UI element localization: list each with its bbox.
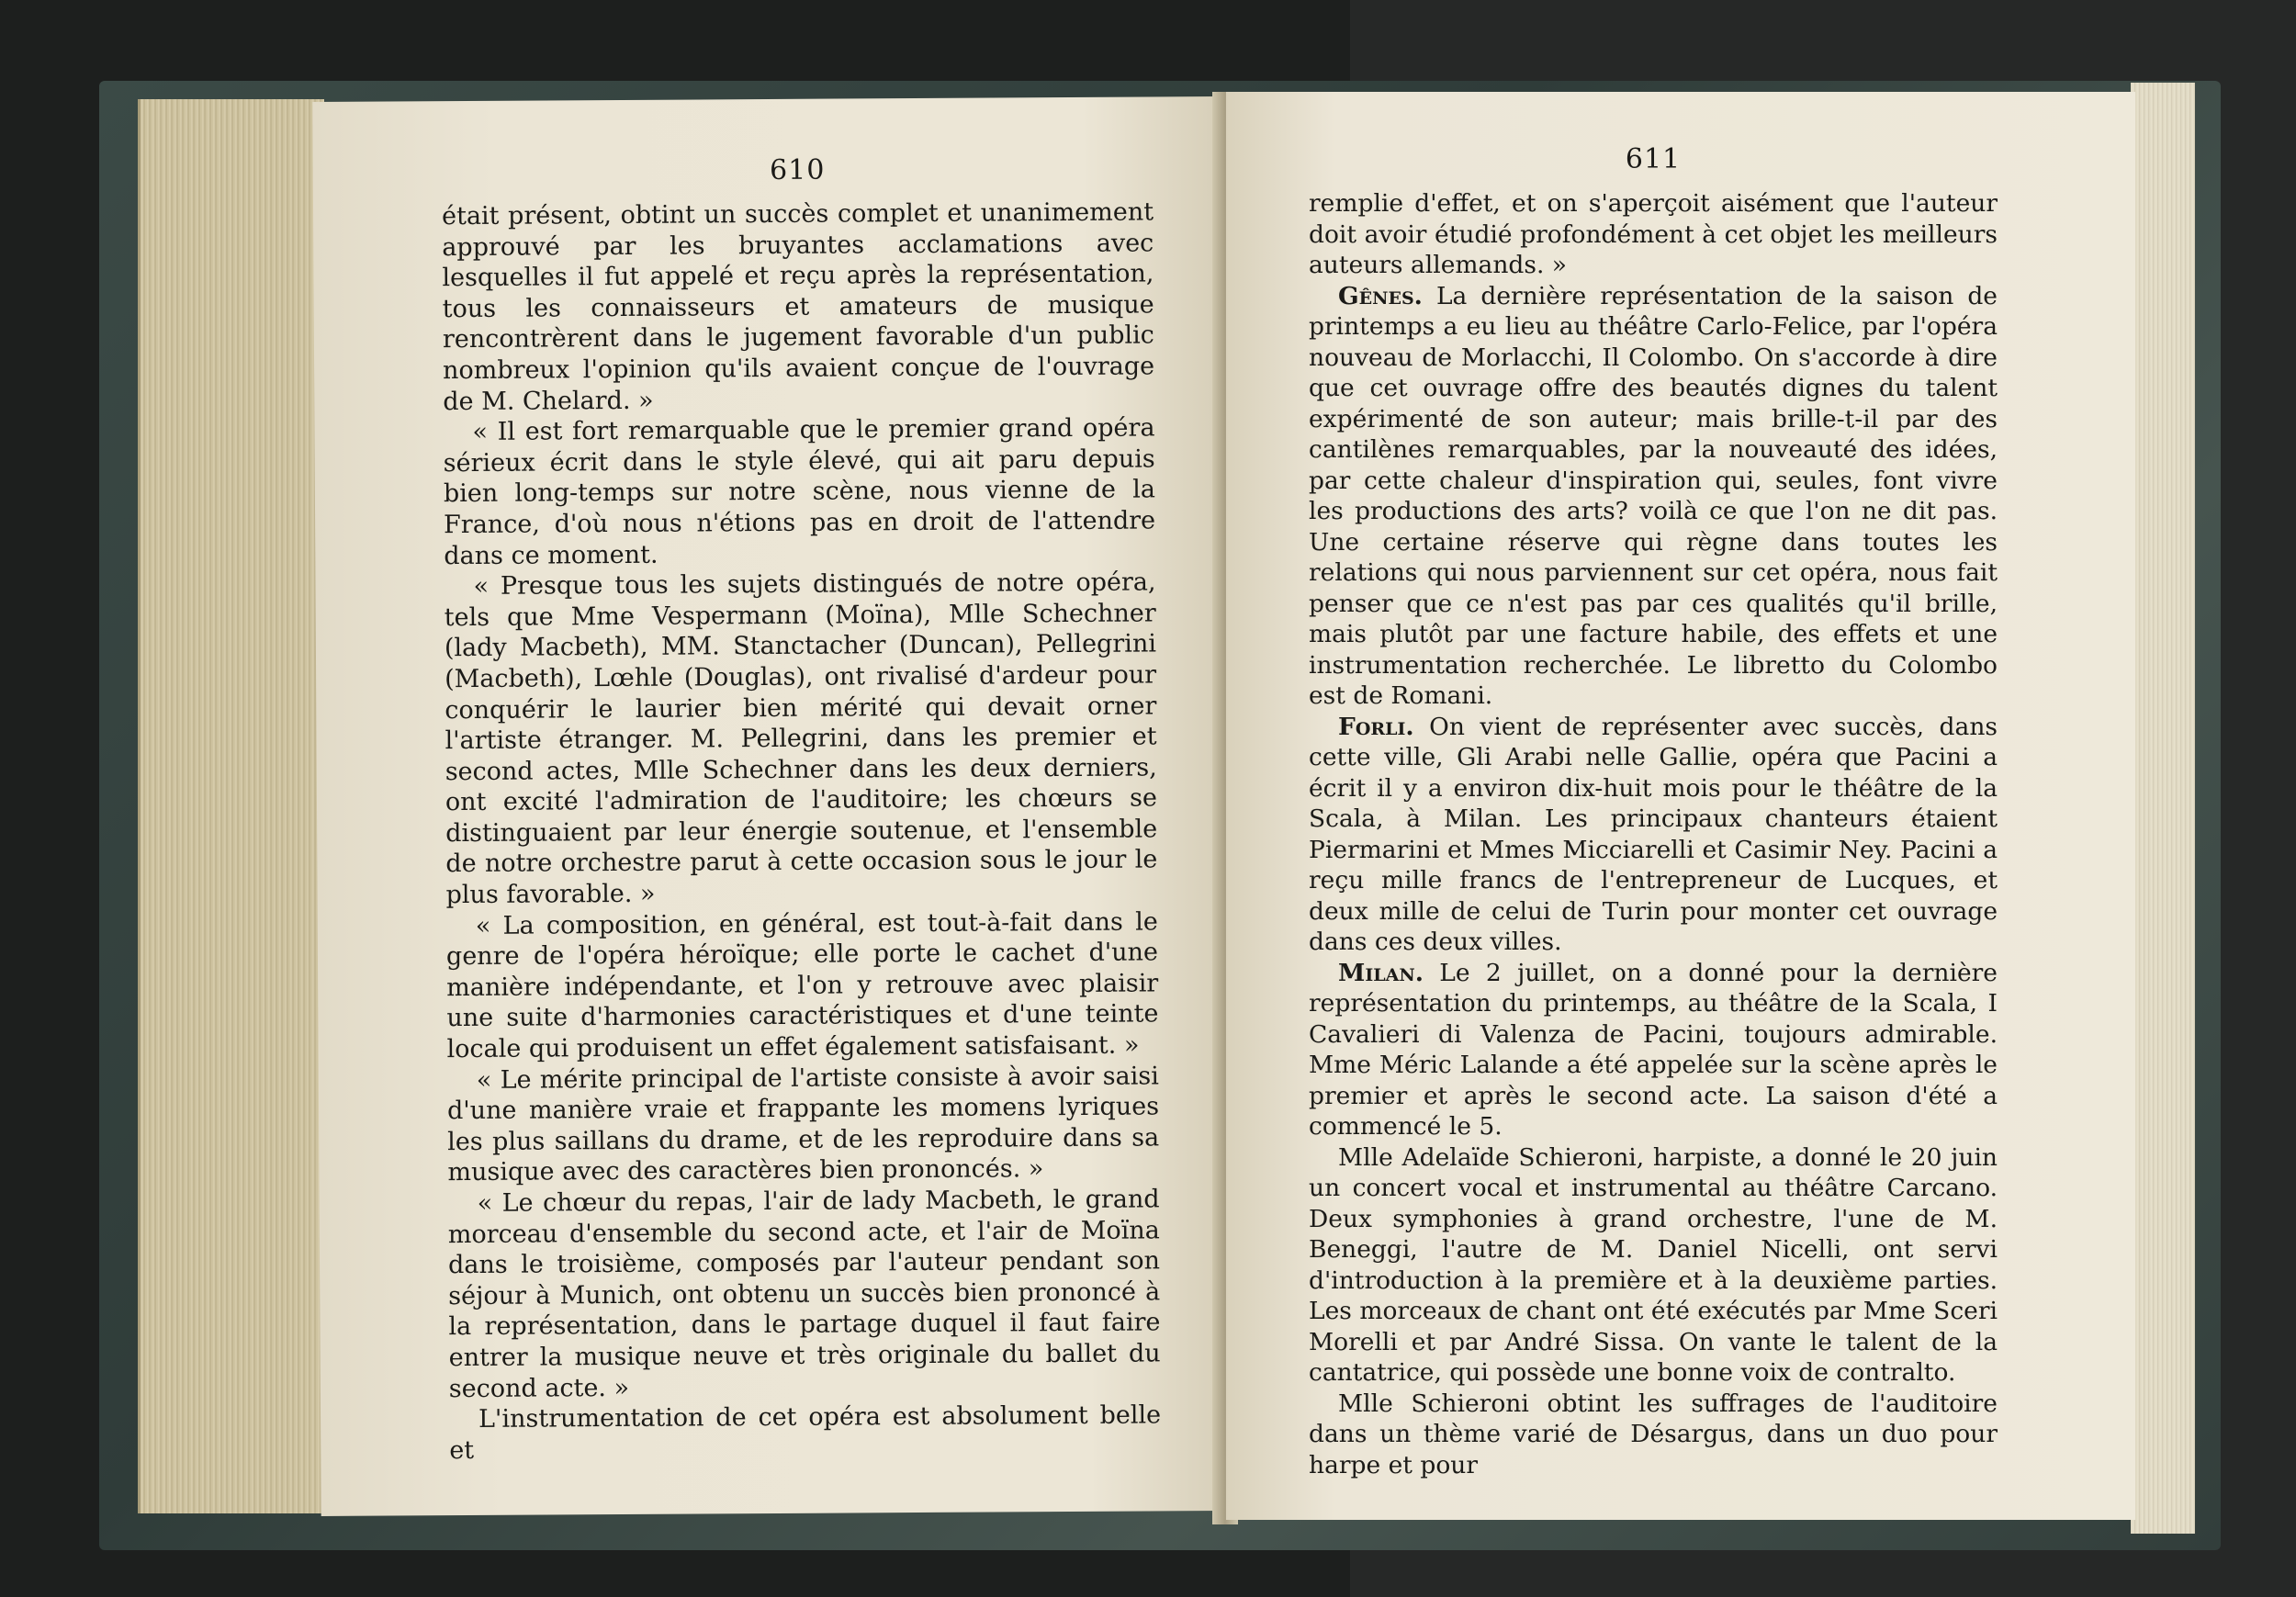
paragraph: « Le mérite principal de l'artiste consiste à avoir saisi d'une manière vraie et frappante les momens lyriques les plus saillans du drame, et de les reproduire dans sa musique avec des caractères bien prononcés. » — [446, 1062, 1160, 1187]
paragraph: Gênes. La dernière représentation de la saison de printemps a eu lieu au théâtre Carlo-Felice, par l'opéra nouveau de Morlacchi, Il Colombo. On s'accorde à dire que cet ouvrage offre des beautés dignes du talent expérimenté de son auteur; mais brille-t-il par des cantilènes remarquables, par la nouveauté des idées, par cette chaleur d'inspiration qui, seules, font vivre les productions des arts? voilà ce que l'on ne dit pas. Une certaine réserve qui règne dans toutes les relations qui nous parviennent sur cet opéra, nous fait penser que ce n'est pas par ces qualités qu'il brille, mais plutôt par une facture habile, des effets et une instrumentation recherchée. Le libretto du Colombo est de Romani. — [1309, 281, 1998, 710]
city-heading: Gênes. — [1338, 281, 1423, 310]
page-edges-left — [138, 99, 324, 1513]
right-page-text — [1309, 188, 1998, 1480]
page-number: 610 — [770, 153, 826, 186]
right-page — [1226, 92, 2135, 1520]
left-page — [312, 96, 1225, 1516]
city-heading: Milan. — [1338, 958, 1424, 987]
paragraph: était présent, obtint un succès complet et unanimement approuvé par les bruyantes acclamations avec lesquelles il fut appelé et reçu après la représentation, tous les connaisseurs et amateurs de musique rencontrèrent dans le jugement favorable d'un public nombreux l'opinion qu'ils avaient conçue de l'ouvrage de M. Chelard. » — [441, 197, 1155, 416]
paragraph: L'instrumentation de cet opéra est absolument belle et — [449, 1400, 1162, 1465]
paragraph: Forli. On vient de représenter avec succès, dans cette ville, Gli Arabi nelle Gallie, opéra que Pacini a écrit il y a environ dix-huit mois pour le théâtre de la Scala, à Milan. Les principaux chanteurs étaient Piermarini et Mmes Micciarelli et Casimir Ney. Pacini a reçu mille francs de l'entrepreneur de Lucques, et deux mille de celui de Turin pour monter cet ouvrage dans ces deux villes. — [1309, 712, 1998, 956]
paragraph: « Il est fort remarquable que le premier grand opéra sérieux écrit dans le style élevé, qui ait paru depuis bien long-temps sur notre scène, nous vienne de la France, d'où nous n'étions pas en droit de l'attendre dans ce moment. — [443, 413, 1156, 570]
paragraph: Mlle Schieroni obtint les suffrages de l'auditoire dans un thème varié de Désargus, dans un duo pour harpe et pour — [1309, 1389, 1998, 1479]
page-edges-right — [2131, 83, 2195, 1534]
city-heading: Forli. — [1338, 712, 1414, 741]
paragraph: Mlle Adelaïde Schieroni, harpiste, a donné le 20 juin un concert vocal et instrumental au théâtre Carcano. Deux symphonies à grand orchestre, l'une de M. Beneggi, l'autre de M. Daniel Nicelli, ont servi d'introduction à la première et à la deuxième parties. Les morceaux de chant ont été exécutés par Mme Sceri Morelli et par André Sissa. On vante le talent de la cantatrice, qui possède une bonne voix de contralto. — [1309, 1142, 1998, 1387]
left-page-text — [442, 197, 1161, 1466]
paragraph: « Presque tous les sujets distingués de notre opéra, tels que Mme Vespermann (Moïna), Mlle Schechner (lady Macbeth), MM. Stanctacher (Duncan), Pellegrini (Macbeth), Lœhle (Douglas), ont rivalisé d'ardeur pour conquérir le laurier bien mérité qui devait orner l'artiste étranger. M. Pellegrini, dans les premier et second actes, Mlle Schechner dans les deux derniers, ont excité l'admiration de l'auditoire; les chœurs se distinguaient par leur énergie soutenue, et l'ensemble de notre orchestre parut à cette occasion sous le jour le plus favorable. » — [444, 568, 1158, 910]
paragraph: Milan. Le 2 juillet, on a donné pour la dernière représentation du printemps, au théâtre de la Scala, I Cavalieri di Valenza de Pacini, toujours admirable. Mme Méric Lalande a été appelée sur la scène après le premier et après le second acte. La saison d'été a commencé le 5. — [1309, 958, 1998, 1141]
page-number: 611 — [1625, 143, 1682, 175]
paragraph: remplie d'effet, et on s'aperçoit aisément que l'auteur doit avoir étudié profondément à cet objet les meilleurs auteurs allemands. » — [1309, 189, 1998, 279]
paragraph: « Le chœur du repas, l'air de lady Macbeth, le grand morceau d'ensemble du second acte, et l'air de Moïna dans le troisième, composés par l'auteur pendant son séjour à Munich, ont obtenu un succès bien prononcé à la représentation, dans le partage duquel il faut faire entrer la musique neuve et très originale du ballet du second acte. » — [447, 1185, 1161, 1403]
paragraph: « La composition, en général, est tout-à-fait dans le genre de l'opéra héroïque; elle porte le cachet d'une manière indépendante, et l'on y retrouve avec plaisir une suite d'harmonies caractéristiques et d'une teinte locale qui produisent un effet également satisfaisant. » — [445, 907, 1159, 1064]
